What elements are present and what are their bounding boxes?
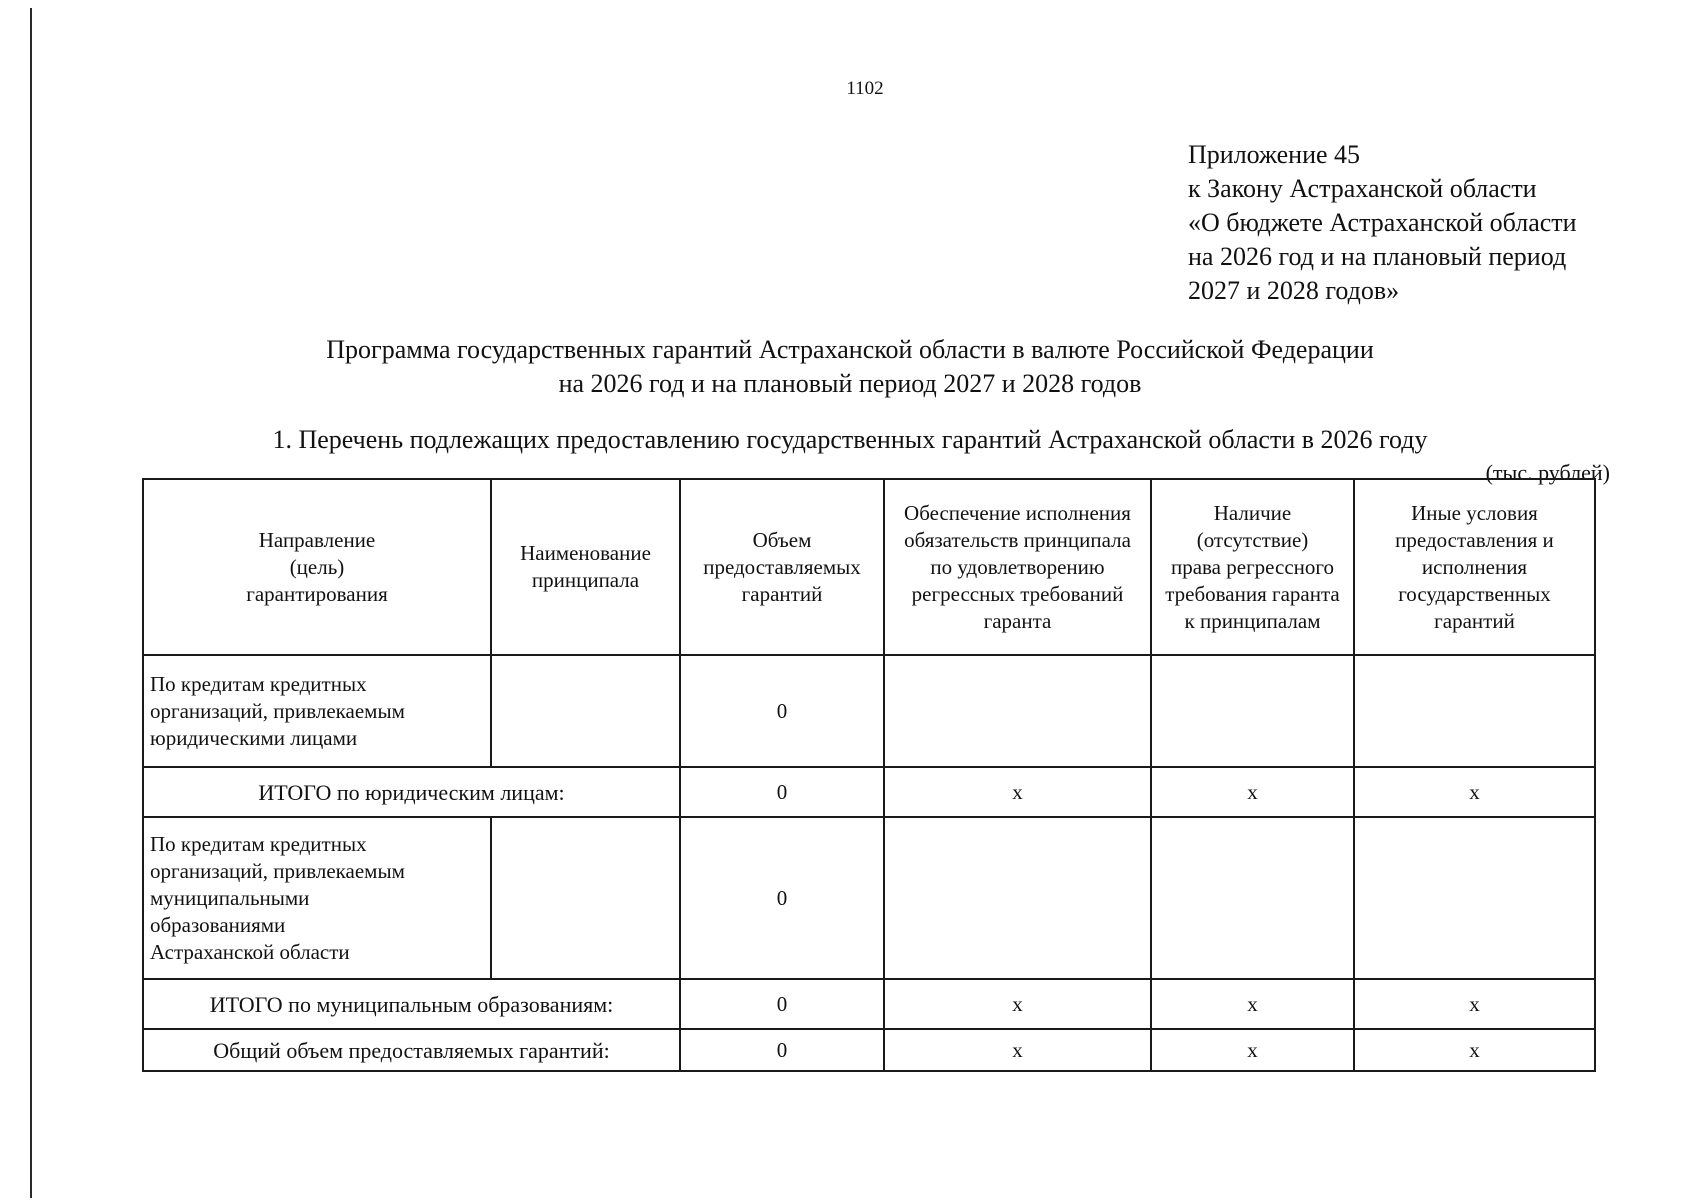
header-regress: Наличие (отсутствие) права регрессного требования гаранта к принципалам xyxy=(1151,479,1354,655)
cell-total-label: Общий объем предоставляемых гарантий: xyxy=(143,1029,680,1071)
appendix-line: 2027 и 2028 годов» xyxy=(1188,276,1400,305)
cell-other xyxy=(1354,655,1595,767)
appendix-line: к Закону Астраханской области xyxy=(1188,174,1537,203)
header-direction: Направление (цель) гарантирования xyxy=(143,479,491,655)
cell-volume: 0 xyxy=(680,767,884,817)
cell-regress: x xyxy=(1151,979,1354,1029)
header-security: Обеспечение исполнения обязательств принципала по удовлетворению регрессных требований гаранта xyxy=(884,479,1151,655)
cell-regress: x xyxy=(1151,1029,1354,1071)
document-title xyxy=(200,333,1500,401)
unit-label: (тыс. рублей) xyxy=(1485,460,1610,485)
appendix-line: «О бюджете Астраханской области xyxy=(1188,208,1577,237)
table-row-municipalities xyxy=(143,817,1595,979)
cell-regress xyxy=(1151,655,1354,767)
table-row-legal-total xyxy=(143,767,1595,817)
table-row-municipal-total xyxy=(143,979,1595,1029)
cell-security: x xyxy=(884,1029,1151,1071)
cell-regress: x xyxy=(1151,767,1354,817)
header-principal: Наименование принципала xyxy=(491,479,680,655)
cell-principal xyxy=(491,817,680,979)
cell-other xyxy=(1354,817,1595,979)
left-margin-rule xyxy=(30,8,32,1198)
cell-security xyxy=(884,817,1151,979)
table-header-row xyxy=(143,479,1595,655)
table-row-grand-total xyxy=(143,1029,1595,1071)
cell-volume: 0 xyxy=(680,817,884,979)
document-title-line: на 2026 год и на плановый период 2027 и 2028 годов xyxy=(558,369,1142,398)
cell-direction: По кредитам кредитных организаций, привлекаемым юридическими лицами xyxy=(143,655,491,767)
table-row-legal-entities xyxy=(143,655,1595,767)
cell-total-label: ИТОГО по муниципальным образованиям: xyxy=(143,979,680,1029)
cell-regress xyxy=(1151,817,1354,979)
cell-other: x xyxy=(1354,979,1595,1029)
cell-volume: 0 xyxy=(680,655,884,767)
cell-total-label: ИТОГО по юридическим лицам: xyxy=(143,767,680,817)
document-title-line: Программа государственных гарантий Астраханской области в валюте Российской Федерации xyxy=(326,335,1374,364)
cell-principal xyxy=(491,655,680,767)
cell-security: x xyxy=(884,767,1151,817)
cell-other: x xyxy=(1354,767,1595,817)
cell-volume: 0 xyxy=(680,1029,884,1071)
cell-direction: По кредитам кредитных организаций, привлекаемым муниципальными образованиями Астраханской области xyxy=(143,817,491,979)
guarantees-table xyxy=(142,478,1596,1072)
appendix-line: Приложение 45 xyxy=(1188,140,1361,169)
header-other-conditions: Иные условия предоставления и исполнения государственных гарантий xyxy=(1354,479,1595,655)
page-number: 1102 xyxy=(846,78,884,99)
section-title: 1. Перечень подлежащих предоставлению государственных гарантий Астраханской области в 2026 году xyxy=(272,425,1428,454)
cell-security: x xyxy=(884,979,1151,1029)
cell-volume: 0 xyxy=(680,979,884,1029)
appendix-line: на 2026 год и на плановый период xyxy=(1188,242,1567,271)
cell-security xyxy=(884,655,1151,767)
cell-other: x xyxy=(1354,1029,1595,1071)
appendix-block xyxy=(1188,138,1577,308)
header-volume: Объем предоставляемых гарантий xyxy=(680,479,884,655)
